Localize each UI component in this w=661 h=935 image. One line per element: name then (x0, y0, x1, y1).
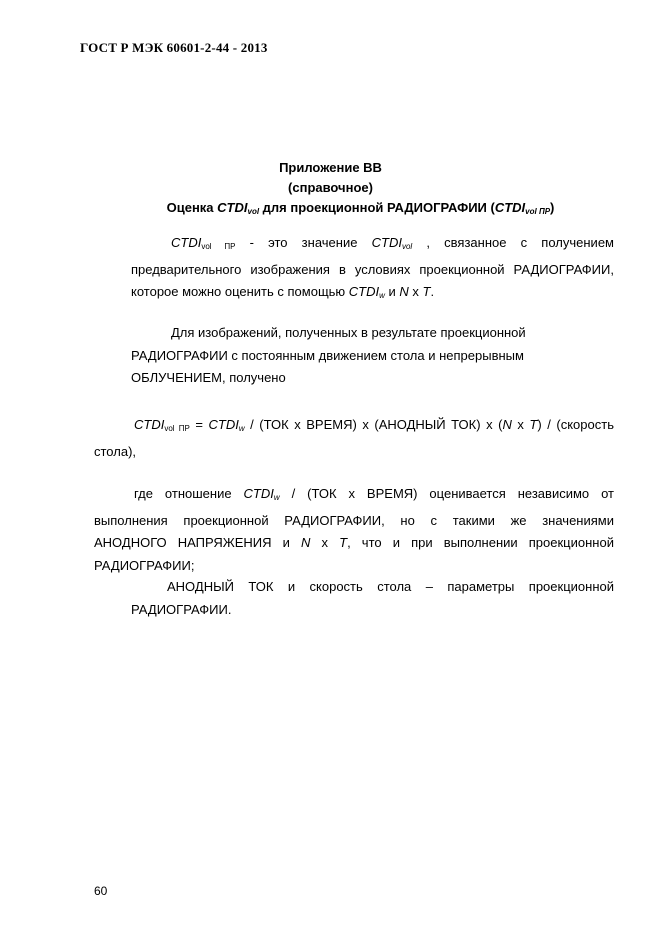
formula-eq: = (189, 417, 209, 432)
para3-prefix: где отношение (134, 486, 244, 501)
formula (94, 414, 614, 463)
para2-line2: РАДИОГРАФИИ с постоянным движением стола и непрерывным (131, 347, 524, 363)
formula-sub: vol ПР (164, 424, 190, 433)
formula-x: x (511, 417, 530, 432)
heading-ctdi-2: CTDI (494, 200, 526, 215)
para3-line4: РАДИОГРАФИИ; (94, 557, 195, 573)
formula-line2: стола), (94, 443, 137, 459)
heading-vol: vol (247, 207, 260, 216)
formula-ctdi: CTDI (134, 417, 165, 432)
para1-line1 (131, 232, 614, 259)
para3-l3-t: T (339, 535, 348, 550)
para2-line3: ОБЛУЧЕНИЕМ, получено (131, 370, 286, 385)
para3-line3 (94, 532, 614, 555)
para3-line2: выполнения проекционной РАДИОГРАФИИ, но с такими же значениями (94, 512, 614, 528)
para3-w: w (273, 493, 280, 502)
para1-rest: , связанное с получением (426, 235, 614, 250)
para3-ctdi: CTDI (243, 486, 274, 501)
paragraph-explanation (94, 483, 614, 577)
paragraph-intro (131, 322, 571, 390)
appendix-heading (60, 198, 661, 222)
para1-l3-x: x (408, 284, 423, 299)
ctdi-term: CTDI (171, 235, 202, 250)
para3-l3-rest: , что и при выполнении проекционной (347, 535, 614, 550)
formula-n: N (502, 417, 512, 432)
para1-l3-n: N (399, 284, 409, 299)
document-header: ГОСТ Р МЭК 60601-2-44 - 2013 (80, 40, 268, 55)
formula-t: T (529, 417, 538, 432)
para1-line3 (131, 281, 614, 308)
para3-line1 (94, 483, 614, 510)
para1-l3-and: и (384, 284, 400, 299)
heading-sub-2: vol ПР (525, 207, 551, 216)
para3-l3-prefix: АНОДНОГО НАПРЯЖЕНИЯ и (94, 535, 302, 550)
formula-ctdi-w: CTDI (208, 417, 239, 432)
formula-end: ) / (скорость (537, 417, 614, 432)
para3-l3-n: N (301, 535, 311, 550)
para1-l3-t: T (422, 284, 431, 299)
para1-l3-w: w (379, 291, 385, 300)
appendix-type: (справочное) (288, 180, 373, 195)
para1-line2: предварительного изображения в условиях проекционной РАДИОГРАФИИ, (131, 261, 614, 277)
appendix-title (0, 158, 661, 222)
page-number: 60 (94, 884, 108, 898)
ctdi-subscript-2: vol (401, 242, 413, 251)
para1-l3-ctdi: CTDI (348, 284, 380, 299)
appendix-label: Приложение ВВ (279, 160, 382, 175)
heading-ctdi: CTDI (217, 200, 248, 215)
heading-suffix: ) (550, 200, 555, 215)
heading-prefix: Оценка (166, 200, 218, 215)
formula-mid: / (ТОК x ВРЕМЯ) x (АНОДНЫЙ ТОК) x ( (244, 417, 503, 432)
formula-line1 (94, 414, 614, 441)
para4-line1: АНОДНЫЙ ТОК и скорость стола – параметры проекционной (167, 579, 614, 594)
para3-rest: / (ТОК x ВРЕМЯ) оценивается независимо от (291, 486, 614, 501)
para4-line2: РАДИОГРАФИИ. (131, 601, 232, 617)
ctdi-subscript: vol ПР (201, 242, 236, 251)
paragraph-definition (131, 232, 614, 308)
paragraph-parameters (131, 576, 614, 621)
formula-w: w (238, 424, 245, 433)
ctdi-term-2: CTDI (371, 235, 402, 250)
para1-text: - это значение (249, 235, 372, 250)
para3-l3-x: x (321, 535, 340, 550)
para2-line1: Для изображений, полученных в результате проекционной (171, 325, 526, 340)
para1-l3-prefix: которое можно оценить с помощью (131, 284, 349, 299)
para1-l3-end: . (430, 284, 435, 299)
heading-middle: для проекционной РАДИОГРАФИИ ( (259, 200, 495, 215)
